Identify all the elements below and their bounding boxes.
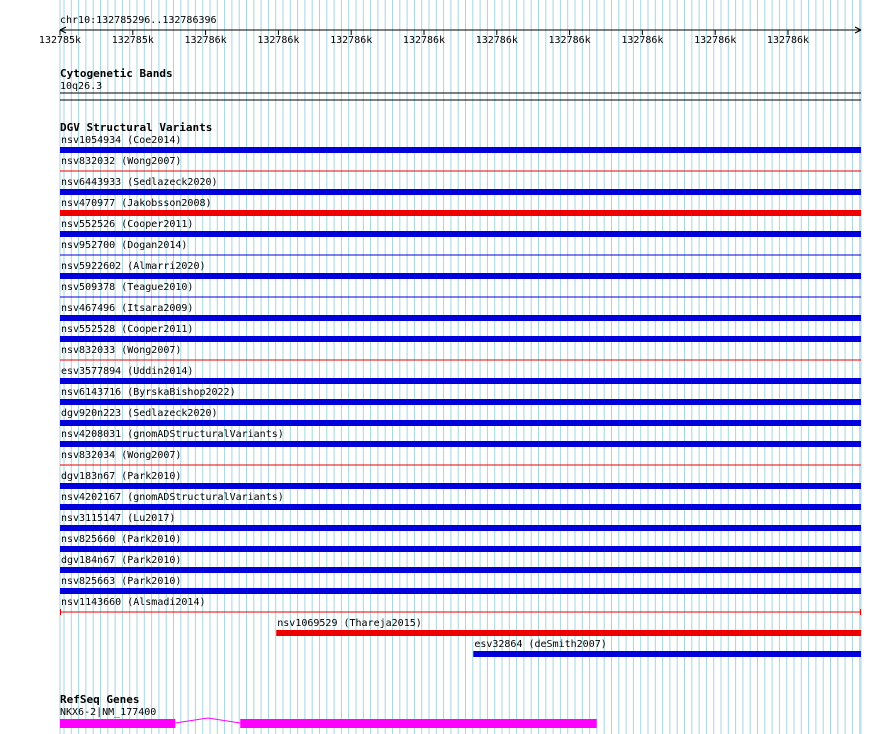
dgv-feature-label[interactable]: esv3577894 (Uddin2014) bbox=[61, 366, 194, 377]
dgv-feature-label[interactable]: nsv552528 (Cooper2011) bbox=[61, 324, 194, 335]
dgv-feature-label[interactable]: nsv470977 (Jakobsson2008) bbox=[61, 198, 212, 209]
dgv-feature-label[interactable]: dgv920n223 (Sedlazeck2020) bbox=[61, 408, 218, 419]
dgv-feature-label[interactable]: nsv952700 (Dogan2014) bbox=[61, 240, 188, 251]
ruler-tick-label: 132786k bbox=[694, 35, 737, 46]
dgv-feature-label[interactable]: nsv467496 (Itsara2009) bbox=[61, 303, 194, 314]
ruler-tick-label: 132786k bbox=[475, 35, 518, 46]
dgv-feature-label[interactable]: nsv825660 (Park2010) bbox=[61, 534, 182, 545]
dgv-feature-label[interactable]: nsv3115147 (Lu2017) bbox=[61, 513, 176, 524]
dgv-feature-label[interactable]: nsv509378 (Teague2010) bbox=[61, 282, 194, 293]
ruler-tick-label: 132785k bbox=[38, 35, 82, 46]
dgv-feature-label[interactable]: nsv832033 (Wong2007) bbox=[61, 345, 182, 356]
dgv-track-title[interactable]: DGV Structural Variants bbox=[60, 121, 213, 134]
dgv-feature-label[interactable]: nsv1143660 (Alsmadi2014) bbox=[61, 597, 206, 608]
refseq-track-title[interactable]: RefSeq Genes bbox=[60, 693, 140, 706]
dgv-feature-label[interactable]: dgv184n67 (Park2010) bbox=[61, 555, 182, 566]
ruler-tick-label: 132786k bbox=[621, 35, 664, 46]
dgv-feature-label[interactable]: nsv832032 (Wong2007) bbox=[61, 156, 182, 167]
ruler-tick-label: 132786k bbox=[766, 35, 810, 46]
dgv-feature-label[interactable]: nsv4208031 (gnomADStructuralVariants) bbox=[61, 429, 284, 440]
ruler-tick-label: 132786k bbox=[257, 35, 300, 46]
ruler-tick-label: 132785k bbox=[111, 35, 154, 46]
dgv-feature-label[interactable]: nsv825663 (Park2010) bbox=[61, 576, 182, 587]
dgv-feature-label[interactable]: nsv832034 (Wong2007) bbox=[61, 450, 182, 461]
cytoband-label: 10q26.3 bbox=[60, 81, 103, 92]
dgv-feature-label[interactable]: nsv6143716 (ByrskaBishop2022) bbox=[61, 387, 236, 398]
dgv-feature-label[interactable]: nsv4202167 (gnomADStructuralVariants) bbox=[61, 492, 284, 503]
refseq-gene-label[interactable]: NKX6-2|NM_177400 bbox=[60, 707, 157, 718]
ruler-tick-label: 132786k bbox=[548, 35, 591, 46]
dgv-feature-label[interactable]: dgv183n67 (Park2010) bbox=[61, 471, 182, 482]
dgv-feature-label[interactable]: nsv5922602 (Almarri2020) bbox=[61, 261, 206, 272]
ruler-tick-label: 132786k bbox=[330, 35, 373, 46]
dgv-feature-label[interactable]: nsv1054934 (Coe2014) bbox=[61, 135, 182, 146]
ruler-location: chr10:132785296..132786396 bbox=[60, 15, 217, 26]
ruler-tick-label: 132786k bbox=[402, 35, 446, 46]
dgv-feature-label[interactable]: nsv6443933 (Sedlazeck2020) bbox=[61, 177, 218, 188]
cytoband-track-title[interactable]: Cytogenetic Bands bbox=[60, 67, 173, 80]
dgv-feature-label[interactable]: esv32864 (deSmith2007) bbox=[474, 639, 607, 650]
dgv-feature-label[interactable]: nsv552526 (Cooper2011) bbox=[61, 219, 194, 230]
ruler-tick-label: 132786k bbox=[184, 35, 227, 46]
dgv-feature-label[interactable]: nsv1069529 (Thareja2015) bbox=[277, 618, 422, 629]
